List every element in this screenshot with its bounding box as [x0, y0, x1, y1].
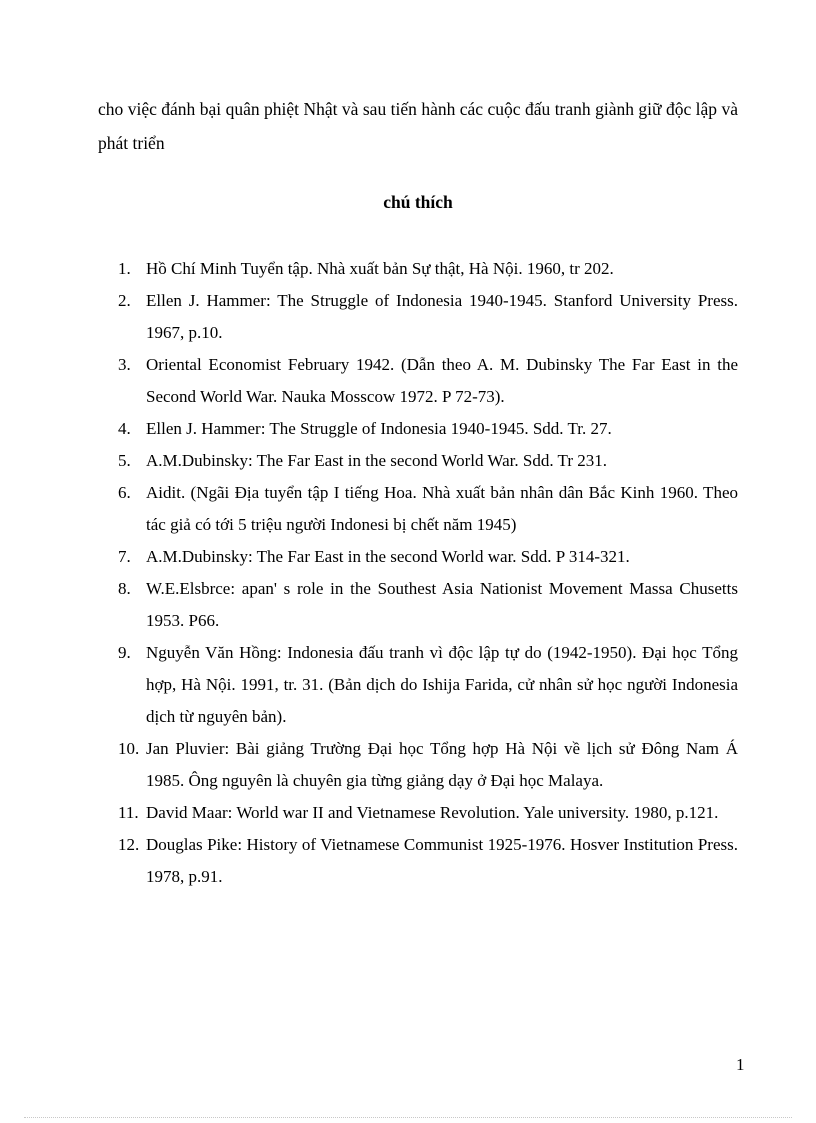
note-text: Ellen J. Hammer: The Struggle of Indonesia 1940-1945. Sdd. Tr. 27.: [146, 419, 612, 438]
intro-paragraph: cho việc đánh bại quân phiệt Nhật và sau tiến hành các cuộc đấu tranh giành giữ độc lập và phát triển: [98, 99, 738, 153]
note-item-6: [118, 477, 738, 541]
note-number: 10.: [118, 739, 140, 758]
note-text: W.E.Elsbrce: apan' s role in the Southest Asia Nationist Movement Massa Chusetts 1953. P66.: [146, 579, 738, 630]
note-number: 3.: [118, 355, 131, 374]
note-number: 12.: [118, 835, 140, 854]
note-item-4: [118, 413, 738, 445]
note-text: Douglas Pike: History of Vietnamese Communist 1925-1976. Hosver Institution Press. 1978, p.91.: [146, 835, 738, 886]
page-bottom-divider: [24, 1117, 792, 1118]
note-number: 11.: [118, 803, 139, 822]
note-number: 2.: [118, 291, 131, 310]
note-item-9: [118, 637, 738, 733]
note-text: Aidit. (Ngãi Địa tuyển tập I tiếng Hoa. Nhà xuất bản nhân dân Bắc Kinh 1960. Theo tác giả có tới 5 triệu người Indonesi bị chết năm 1945): [146, 483, 738, 534]
note-text: David Maar: World war II and Vietnamese Revolution. Yale university. 1980, p.121.: [146, 803, 719, 822]
note-number: 1.: [118, 259, 131, 278]
note-item-7: [118, 541, 738, 573]
note-number: 9.: [118, 643, 131, 662]
note-item-2: [118, 285, 738, 349]
note-number: 8.: [118, 579, 131, 598]
note-text: Ellen J. Hammer: The Struggle of Indonesia 1940-1945. Stanford University Press. 1967, p.10.: [146, 291, 738, 342]
note-text: Hồ Chí Minh Tuyển tập. Nhà xuất bản Sự thật, Hà Nội. 1960, tr 202.: [146, 259, 614, 278]
section-heading: chú thích: [383, 192, 453, 212]
note-text: A.M.Dubinsky: The Far East in the second World war. Sdd. P 314-321.: [146, 547, 630, 566]
note-number: 6.: [118, 483, 131, 502]
note-item-1: [118, 253, 738, 285]
note-item-12: [118, 829, 738, 893]
note-item-10: [118, 733, 738, 797]
note-item-3: [118, 349, 738, 413]
note-item-8: [118, 573, 738, 637]
note-item-5: [118, 445, 738, 477]
note-number: 4.: [118, 419, 131, 438]
note-number: 5.: [118, 451, 131, 470]
notes-list: [118, 253, 738, 893]
note-text: A.M.Dubinsky: The Far East in the second World War. Sdd. Tr 231.: [146, 451, 607, 470]
note-text: Oriental Economist February 1942. (Dẫn theo A. M. Dubinsky The Far East in the Second World War. Nauka Mosscow 1972. P 72-73).: [146, 355, 738, 406]
note-text: Jan Pluvier: Bài giảng Trường Đại học Tổng hợp Hà Nội về lịch sử Đông Nam Á 1985. Ông nguyên là chuyên gia từng giảng dạy ở Đại học Malaya.: [146, 739, 738, 790]
page-number: 1: [736, 1055, 745, 1074]
note-item-11: [118, 797, 738, 829]
note-text: Nguyễn Văn Hồng: Indonesia đấu tranh vì độc lập tự do (1942-1950). Đại học Tổng hợp, Hà Nội. 1991, tr. 31. (Bản dịch do Ishija Farida, cử nhân sử học người Indonesia dịch từ nguyên bản).: [146, 643, 738, 726]
note-number: 7.: [118, 547, 131, 566]
